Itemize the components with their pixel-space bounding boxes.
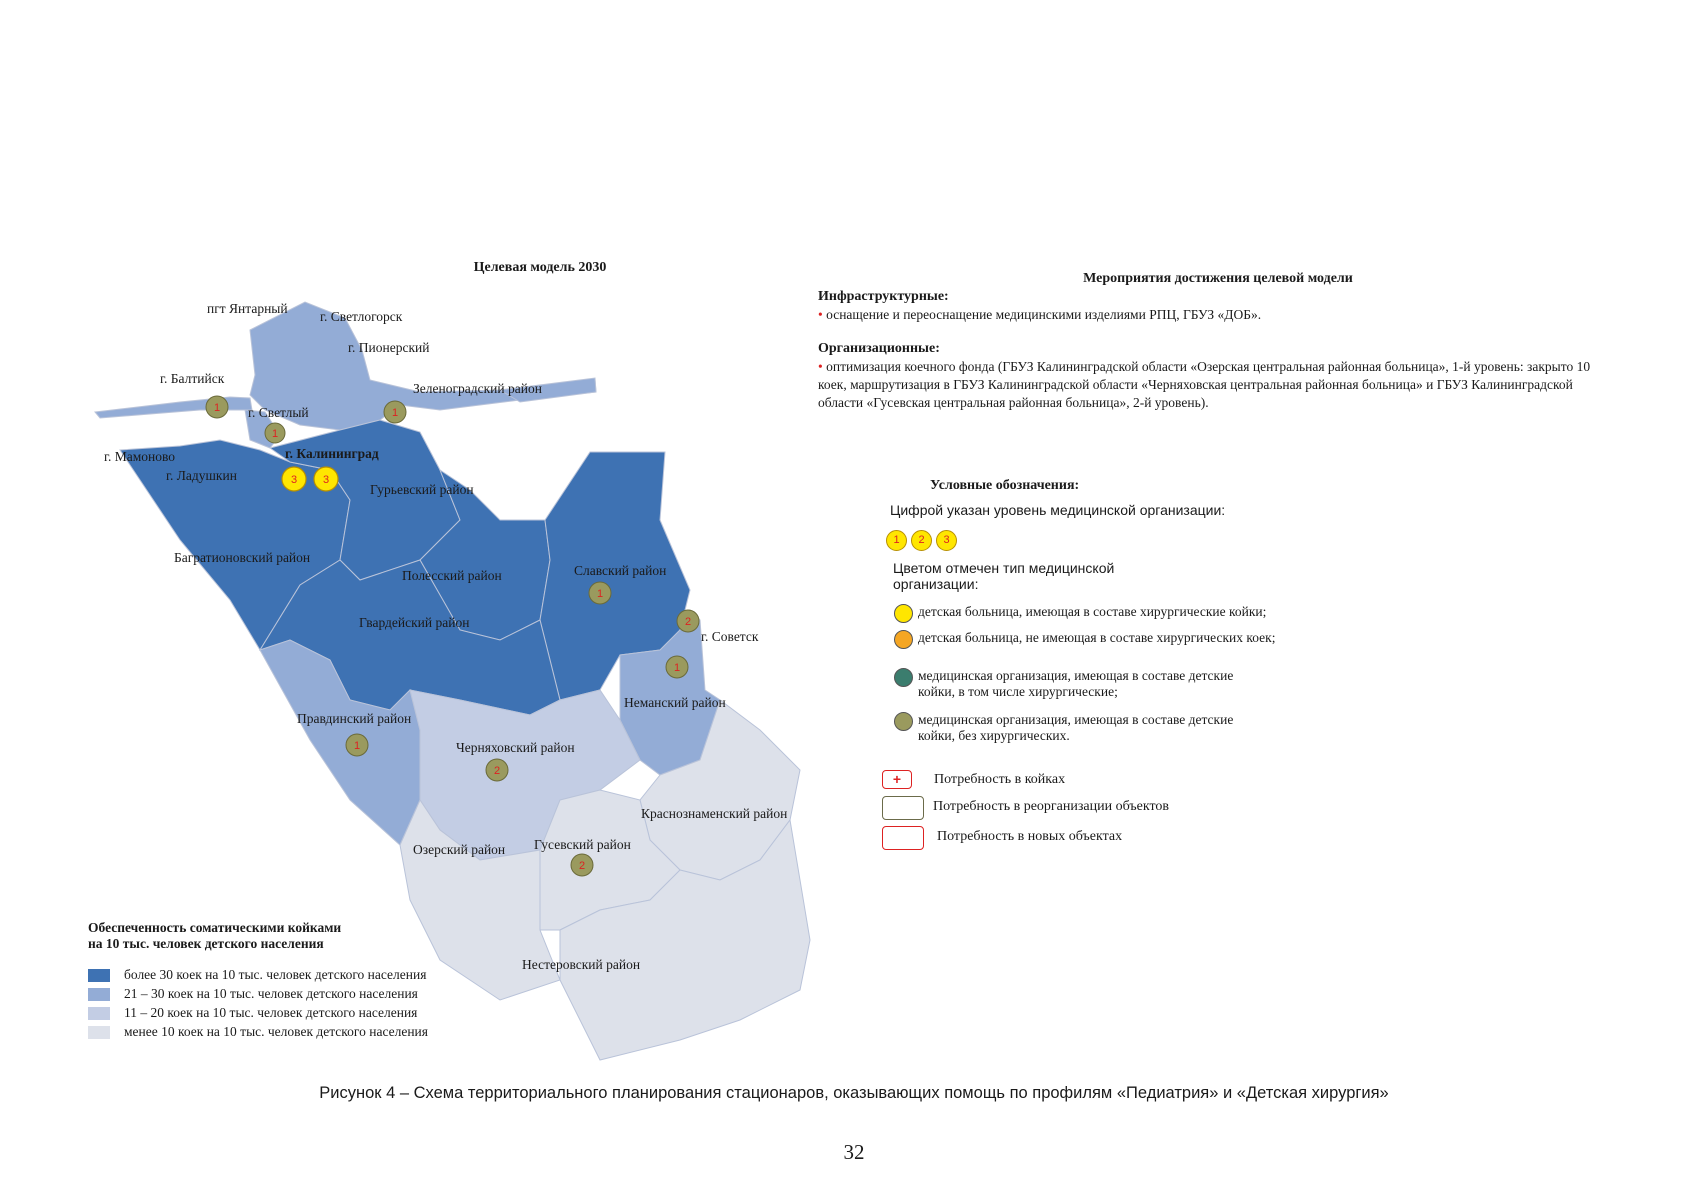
org-text-body: оптимизация коечного фонда (ГБУЗ Калининградской области «Озерская центральная районная больница», 1-й уровень: закрыто 10 коек, маршрутизация в ГБУЗ Калининградской области «Черняховская центральная районная больница» и ГБУЗ Калининградской области «Гусевская центральная районная больница», 2-й уровень). — [818, 359, 1591, 410]
label-svetly: г. Светлый — [248, 405, 309, 420]
label-krasnoznamensky: Краснознаменский район — [641, 806, 788, 821]
marker-pravdinsk — [346, 734, 368, 756]
svg-text:1: 1 — [673, 662, 681, 674]
marker-neman — [666, 656, 688, 678]
label-mamonovo: г. Мамоново — [104, 449, 176, 464]
marker-kaliningrad-b — [314, 467, 338, 491]
org-heading: Организационные: — [818, 341, 940, 356]
green-dot-icon — [894, 668, 913, 687]
label-svetlogorsk: г. Светлогорск — [320, 309, 403, 324]
legend-item — [88, 1004, 528, 1022]
level-badge-3: 3 — [936, 530, 957, 551]
label-chernyakhovsky: Черняховский район — [456, 740, 575, 755]
legend-label: 11 – 20 коек на 10 тыс. человек детского населения — [124, 1005, 418, 1020]
marker-gusev — [571, 854, 593, 876]
svg-text:1: 1 — [213, 402, 221, 414]
label-slavsky: Славский район — [574, 563, 667, 578]
marker-chernyakhovsk — [486, 759, 508, 781]
level-badge-2: 2 — [911, 530, 932, 551]
level-badges — [886, 530, 961, 551]
label-ozersky: Озерский район — [413, 842, 506, 857]
label-kaliningrad: г. Калининград — [285, 446, 379, 461]
provision-legend — [88, 920, 528, 1041]
label-gvardeysky: Гвардейский район — [359, 615, 470, 630]
legend-label: менее 10 коек на 10 тыс. человек детского населения — [124, 1024, 428, 1039]
svg-text:2: 2 — [493, 765, 501, 777]
label-gusevsky: Гусевский район — [534, 837, 631, 852]
label-guryevsky: Гурьевский район — [370, 482, 474, 497]
legend-label: 21 – 30 коек на 10 тыс. человек детского населения — [124, 986, 418, 1001]
yellow-dot-icon — [894, 604, 913, 623]
legend-item — [88, 985, 528, 1003]
svg-text:1: 1 — [596, 588, 604, 600]
svg-text:1: 1 — [271, 428, 279, 440]
marker-svetly — [265, 423, 285, 443]
svg-text:2: 2 — [578, 860, 586, 872]
label-yantarny: пгт Янтарный — [207, 301, 288, 316]
label-nemansky: Неманский район — [624, 695, 726, 710]
reorganization-box-icon — [882, 796, 924, 820]
figure-caption: Рисунок 4 – Схема территориального планирования стационаров, оказывающих помощь по профилям «Педиатрия» и «Детская хирургия» — [319, 1084, 1389, 1102]
label-bagrationovsky: Багратионовский район — [174, 550, 311, 565]
label-baltiysk: г. Балтийск — [160, 371, 225, 386]
plus-icon: + — [882, 770, 912, 789]
type-label: детская больница, имеющая в составе хирургические койки; — [918, 604, 1267, 619]
marker-baltiysk — [206, 396, 228, 418]
level-note: Цифрой указан уровень медицинской организации: — [890, 502, 1226, 518]
svg-text:3: 3 — [322, 474, 330, 486]
legend-swatch-21-30 — [88, 988, 110, 1001]
label-sovetsk: г. Советск — [701, 629, 759, 644]
svg-text:1: 1 — [353, 740, 361, 752]
type-label: детская больница, не имеющая в составе хирургических коек; — [918, 630, 1276, 645]
need-label: Потребность в реорганизации объектов — [933, 799, 1169, 814]
svg-text:2: 2 — [684, 616, 692, 628]
legend-label: более 30 коек на 10 тыс. человек детского населения — [124, 967, 427, 982]
conventions-title: Условные обозначения: — [930, 478, 1080, 493]
label-pravdinsky: Правдинский район — [297, 711, 412, 726]
map-title: Целевая модель 2030 — [473, 260, 607, 275]
org-text — [818, 358, 1608, 412]
legend-swatch-11-20 — [88, 1007, 110, 1020]
need-label: Потребность в койках — [934, 772, 1066, 787]
olive-dot-icon — [894, 712, 913, 731]
legend-swatch-less-10 — [88, 1026, 110, 1039]
type-label: медицинская организация, имеющая в составе детские койки, в том числе хирургические; — [918, 668, 1234, 699]
measures-title: Мероприятия достижения целевой модели — [1083, 271, 1353, 286]
bullet-icon: • — [818, 359, 823, 374]
infra-text-body: оснащение и переоснащение медицинскими изделиями РПЦ, ГБУЗ «ДОБ». — [826, 307, 1262, 322]
page-number: 32 — [843, 1140, 865, 1164]
legend-item — [88, 1023, 528, 1041]
label-nesterovsky: Нестеровский район — [522, 957, 641, 972]
marker-slavsk — [589, 582, 611, 604]
label-zelenogradsky: Зеленоградский район — [413, 381, 542, 396]
need-label: Потребность в новых объектах — [937, 829, 1123, 844]
infra-heading: Инфраструктурные: — [818, 289, 949, 304]
new-object-box-icon — [882, 826, 924, 850]
bullet-icon: • — [818, 307, 823, 322]
marker-kaliningrad-a — [282, 467, 306, 491]
provision-legend-title-1: Обеспеченность соматическими койками — [88, 920, 342, 935]
legend-item — [88, 966, 528, 984]
type-label: медицинская организация, имеющая в составе детские койки, без хирургических. — [918, 712, 1234, 743]
label-ladushkin: г. Ладушкин — [166, 468, 237, 483]
level-badge-1: 1 — [886, 530, 907, 551]
marker-zelenogradsk — [384, 401, 406, 423]
label-polessky: Полесский район — [402, 568, 502, 583]
label-pionersky: г. Пионерский — [348, 340, 430, 355]
provision-legend-title-2: на 10 тыс. человек детского населения — [88, 936, 324, 951]
infra-text — [818, 306, 1608, 324]
svg-text:3: 3 — [290, 474, 298, 486]
color-note: Цветом отмечен тип медицинской организации: — [893, 560, 1115, 592]
orange-dot-icon — [894, 630, 913, 649]
svg-text:1: 1 — [391, 407, 399, 419]
measures-block — [818, 270, 1608, 412]
legend-swatch-more-30 — [88, 969, 110, 982]
marker-sovetsk — [677, 610, 699, 632]
